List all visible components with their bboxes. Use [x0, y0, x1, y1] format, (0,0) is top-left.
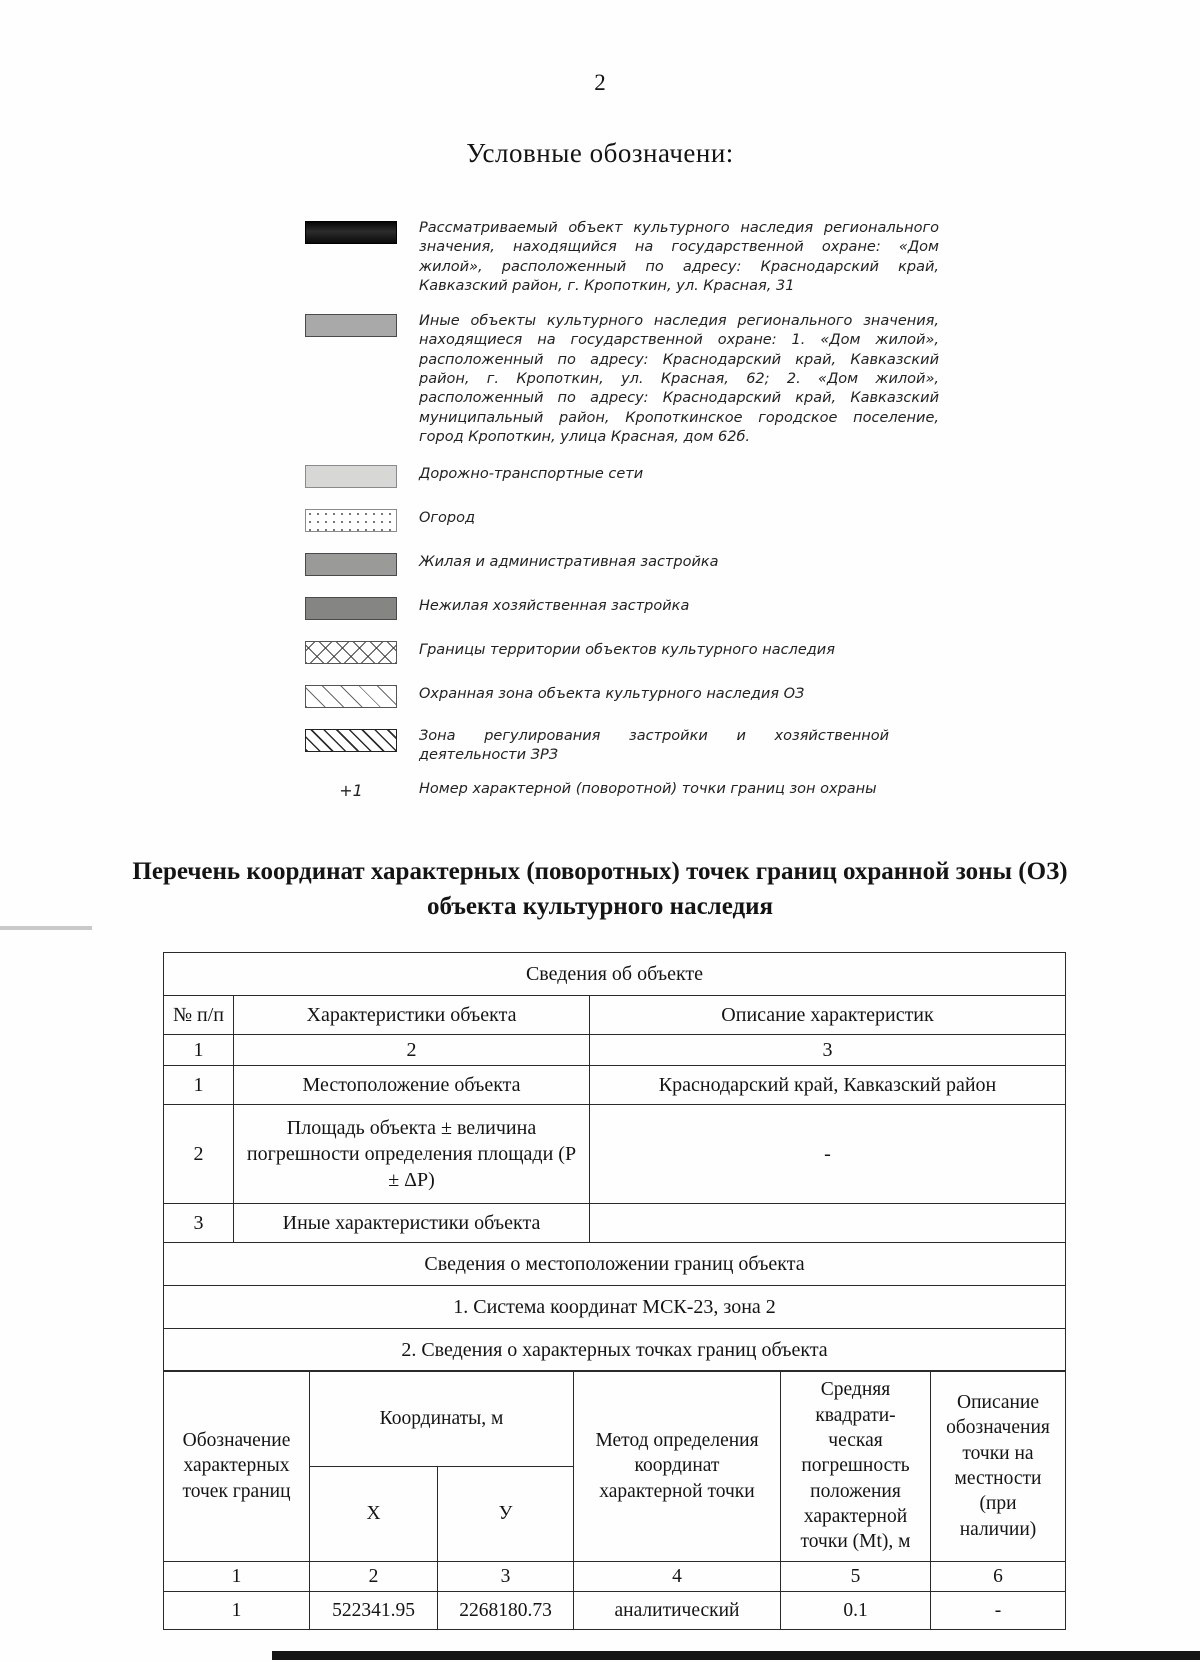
legend-item-nonresidential-buildings — [305, 595, 965, 620]
crosshatch-swatch — [305, 641, 397, 664]
col-header-coordinates: Координаты, м — [310, 1371, 574, 1466]
col-header-point-description: Описание обозначения точки на местности (при наличии) — [931, 1371, 1066, 1561]
solid-gray-swatch — [305, 314, 397, 337]
legend-item-label: Зона регулирования застройки и хозяйственной деятельности ЗРЗ — [419, 727, 889, 764]
legend-item-label: Границы территории объектов культурного наследия — [419, 642, 835, 659]
table-row-location — [164, 1065, 1066, 1104]
legend-item-label: Номер характерной (поворотной) точки границ зон охраны — [419, 781, 877, 798]
col-header-number: № п/п — [164, 995, 234, 1034]
column-number-cell: 4 — [574, 1561, 781, 1591]
row-number-cell: 2 — [164, 1104, 234, 1203]
table-row-other-characteristics — [164, 1203, 1066, 1242]
legend-item-protection-zone — [305, 683, 965, 708]
row-number-cell: 1 — [164, 1065, 234, 1104]
scan-artifact-bottom-bar — [272, 1651, 1200, 1660]
legend-item-point-number — [305, 780, 965, 799]
column-number-cell: 1 — [164, 1034, 234, 1065]
diagonal-hatch-light-swatch — [305, 685, 397, 708]
coordinates-table — [163, 1370, 1066, 1630]
point-number-cell: 1 — [164, 1592, 310, 1630]
legend-item-label: Нежилая хозяйственная застройка — [419, 598, 690, 615]
legend-item-label: Жилая и административная застройка — [419, 554, 719, 571]
legend-title: Условные обозначени: — [466, 138, 734, 168]
residential-gray-swatch — [305, 553, 397, 576]
description-cell: Краснодарский край, Кавказский район — [590, 1065, 1066, 1104]
section-title-borders-location: Сведения о местоположении границ объекта — [164, 1242, 1066, 1285]
column-number-cell: 2 — [310, 1561, 438, 1591]
solid-black-swatch — [305, 221, 397, 244]
legend-item-object-under-review — [305, 219, 965, 297]
section-title-characteristic-points: 2. Сведения о характерных точках границ объекта — [164, 1328, 1066, 1371]
column-number-cell: 3 — [438, 1561, 574, 1591]
description-cell: - — [931, 1592, 1066, 1630]
legend-item-garden — [305, 507, 965, 532]
col-header-description: Описание характеристик — [590, 995, 1066, 1034]
coordinates-list-heading: Перечень координат характерных (поворотных) точек границ охранной зоны (ОЗ) объекта культурного наследия — [132, 857, 1068, 920]
table-row-area — [164, 1104, 1066, 1203]
legend-item-label: Иные объекты культурного наследия регионального значения, находящиеся на государственной охране: 1. «Дом жилой», расположенный по адресу: Краснодарский край, Кавказский район, г. Кропоткин, ул. Красная, 62; 2. «Дом жилой», расположенный по адресу: Краснодарский край, Кавказский муниципальный район, Кропоткинское городское поселение, город Кропоткин, улица Красная, дом 62б. — [419, 312, 939, 446]
legend-item-label: Огород — [419, 510, 476, 527]
column-number-cell: 1 — [164, 1561, 310, 1591]
legend-item-other-heritage-objects — [305, 312, 965, 448]
col-header-error: Средняя квадрати-ческая погрешность положения характерной точки (Мt), м — [781, 1371, 931, 1561]
point-number-marker: +1 — [339, 780, 363, 800]
column-number-cell: 3 — [590, 1034, 1066, 1065]
description-cell: - — [590, 1104, 1066, 1203]
col-header-x: X — [310, 1466, 438, 1561]
characteristic-cell: Местоположение объекта — [234, 1065, 590, 1104]
nonresidential-gray-swatch — [305, 597, 397, 620]
col-header-method: Метод определения координат характерной точки — [574, 1371, 781, 1561]
description-cell — [590, 1203, 1066, 1242]
error-cell: 0.1 — [781, 1592, 931, 1630]
legend — [305, 219, 965, 800]
object-info-table — [163, 952, 1066, 1372]
column-number-cell: 5 — [781, 1561, 931, 1591]
col-header-y: У — [438, 1466, 574, 1561]
section-title-object-info: Сведения об объекте — [164, 952, 1066, 995]
y-coordinate-cell: 2268180.73 — [438, 1592, 574, 1630]
legend-item-label: Охранная зона объекта культурного наследия ОЗ — [419, 686, 805, 703]
row-number-cell: 3 — [164, 1203, 234, 1242]
coordinate-point-row — [164, 1592, 1066, 1630]
x-coordinate-cell: 522341.95 — [310, 1592, 438, 1630]
characteristic-cell: Иные характеристики объекта — [234, 1203, 590, 1242]
scan-artifact-left-mark — [0, 926, 92, 930]
column-number-cell: 6 — [931, 1561, 1066, 1591]
col-header-point-designation: Обозначение характерных точек границ — [164, 1371, 310, 1561]
legend-item-label: Дорожно-транспортные сети — [419, 466, 644, 483]
dotted-swatch — [305, 509, 397, 532]
legend-item-label: Рассматриваемый объект культурного наследия регионального значения, находящийся на государственной охране: «Дом жилой», расположенный по адресу: Краснодарский край, Кавказский район, г. Кропоткин, ул. Красная, 31 — [419, 220, 939, 295]
tables-block — [163, 952, 1200, 1631]
light-gray-swatch — [305, 465, 397, 488]
page-number: 2 — [594, 70, 606, 95]
legend-item-regulation-zone — [305, 727, 965, 766]
characteristic-cell: Площадь объекта ± величина погрешности определения площади (Р ± ΔР) — [234, 1104, 590, 1203]
diagonal-hatch-dense-swatch — [305, 729, 397, 752]
legend-item-residential-buildings — [305, 551, 965, 576]
method-cell: аналитический — [574, 1592, 781, 1630]
col-header-characteristics: Характеристики объекта — [234, 995, 590, 1034]
legend-item-roads — [305, 463, 965, 488]
legend-item-territory-borders — [305, 639, 965, 664]
column-number-cell: 2 — [234, 1034, 590, 1065]
coordinate-system-row: 1. Система координат МСК-23, зона 2 — [164, 1285, 1066, 1328]
